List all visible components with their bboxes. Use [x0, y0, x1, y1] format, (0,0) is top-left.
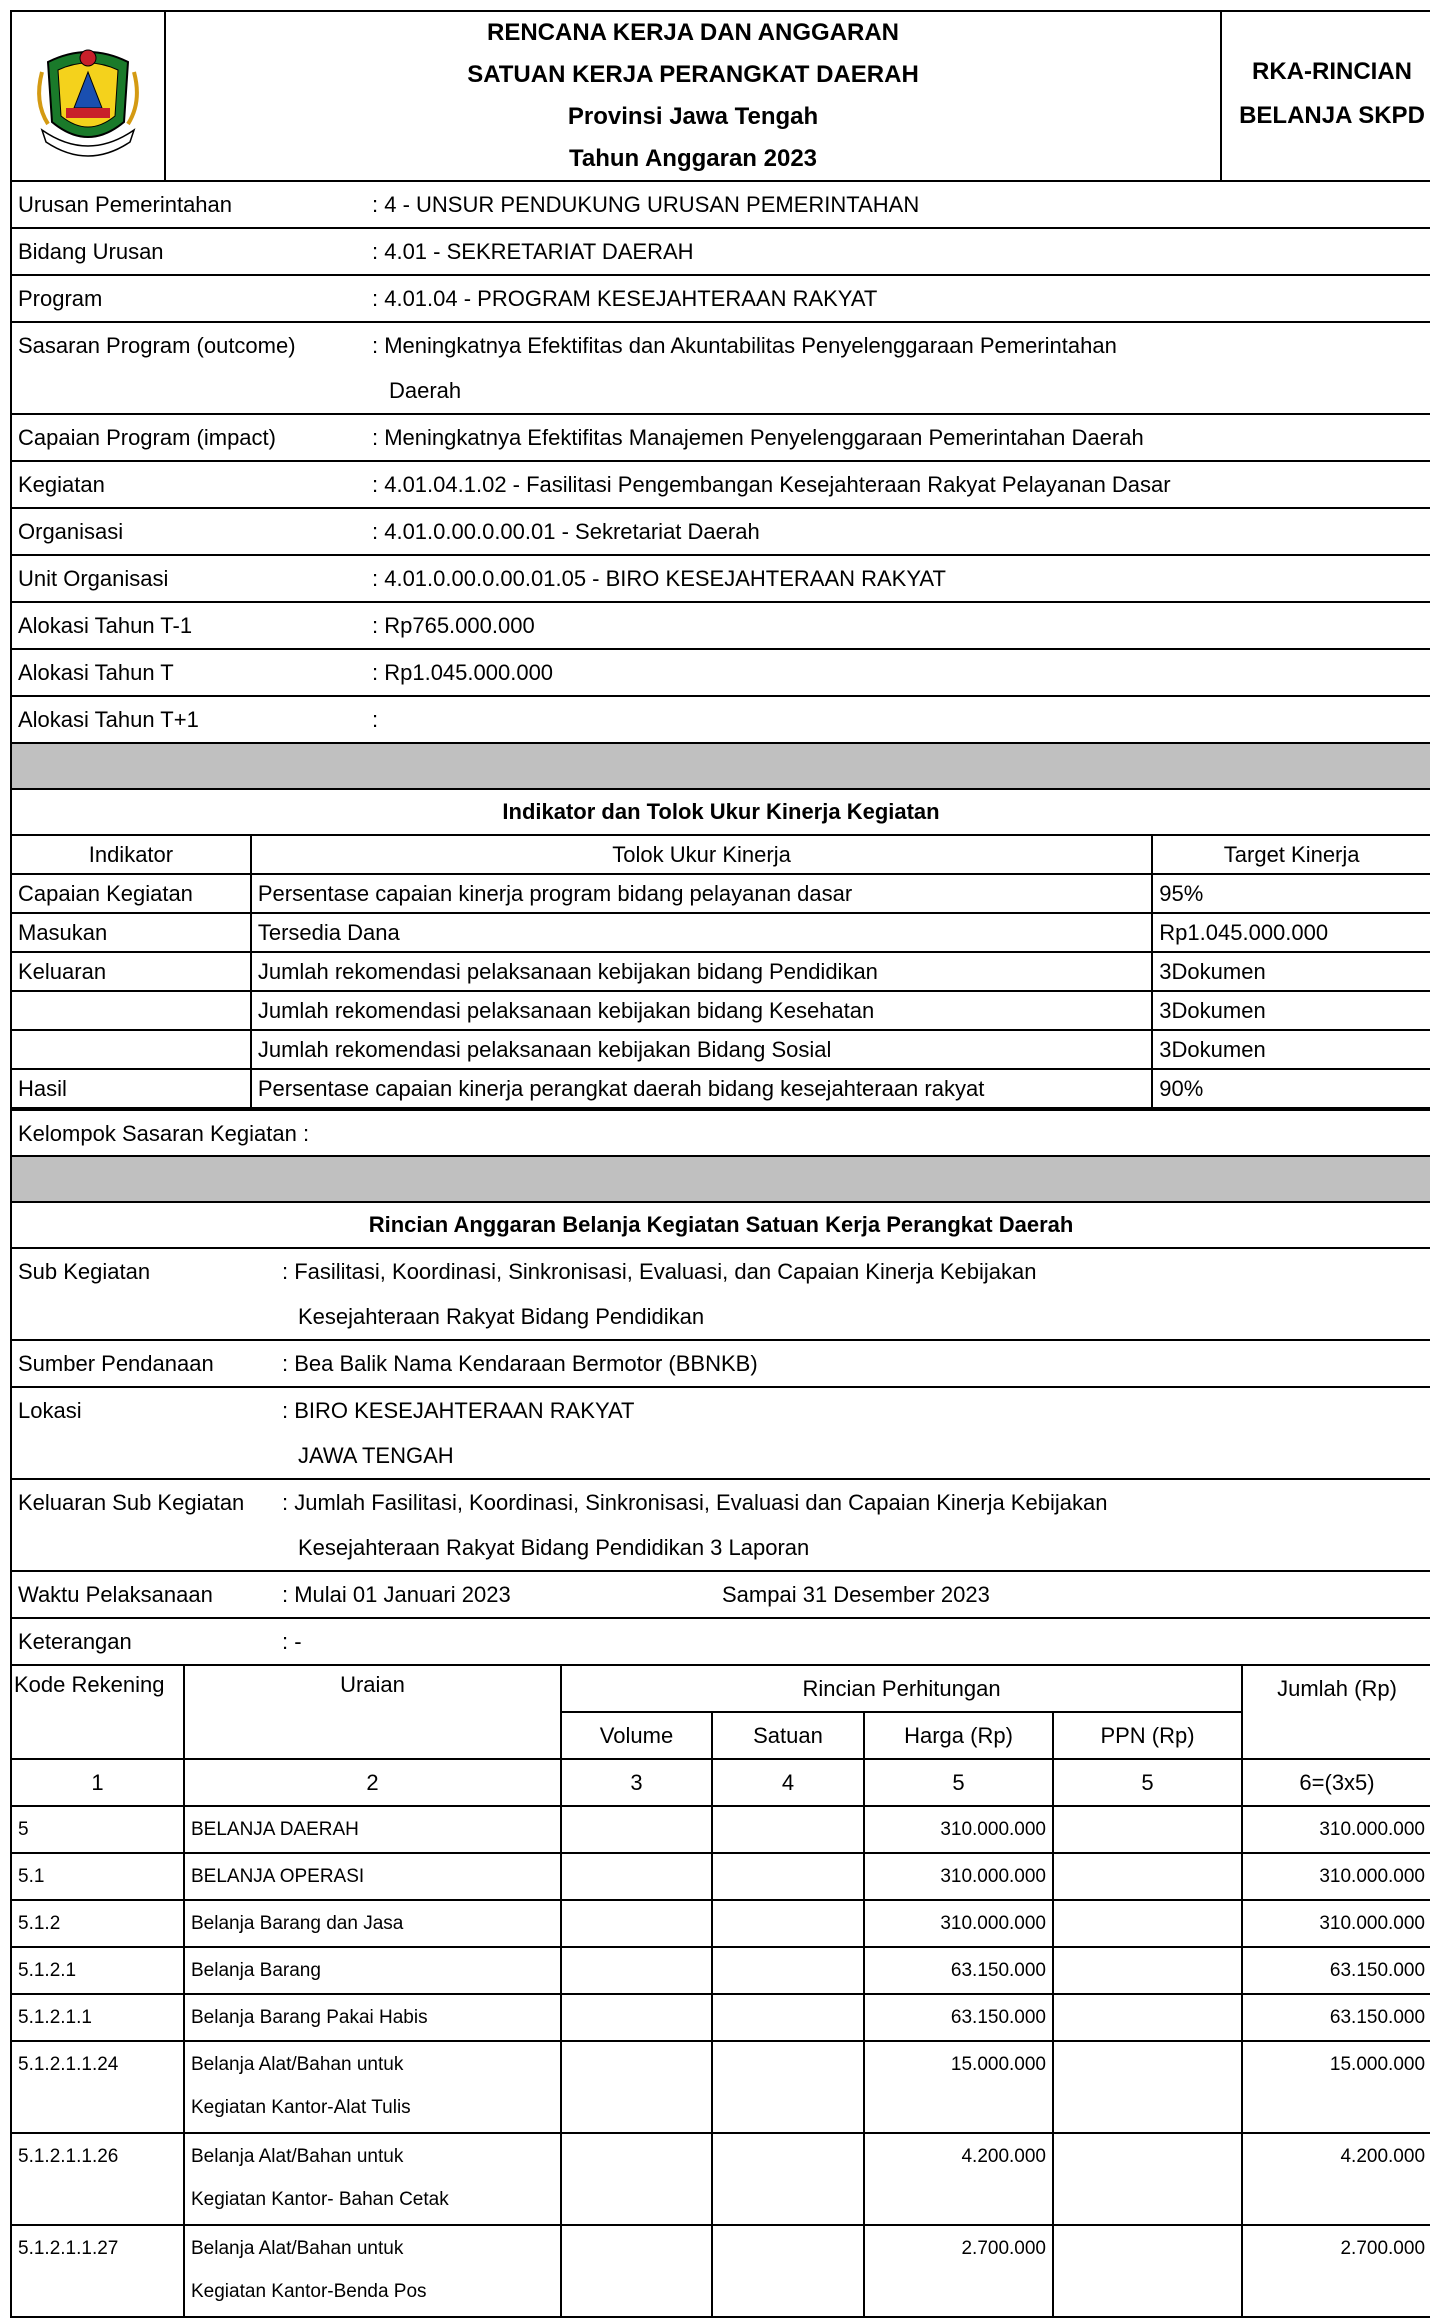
harga-text: 2.700.000 [961, 2238, 1046, 2259]
provincial-crest-icon [12, 12, 164, 180]
volume-cell [561, 1853, 712, 1900]
keluaran-row [10, 1480, 1430, 1572]
budget-row [11, 2041, 1430, 2133]
waktu-mulai: : Mulai 01 Januari 2023 [282, 1582, 511, 1607]
jumlah-header: Jumlah (Rp) [1242, 1665, 1430, 1712]
rincian-title: Rincian Anggaran Belanja Kegiatan Satuan Kerja Perangkat Daerah [10, 1203, 1430, 1249]
info-label: Kegiatan [18, 472, 105, 497]
uraian-cell [184, 2133, 561, 2225]
kode-header: Kode Rekening [11, 1665, 184, 1759]
jumlah-text: 15.000.000 [1329, 2054, 1426, 2075]
volume-cell [561, 2225, 712, 2317]
kode-cell: 5.1 [11, 1853, 184, 1900]
info-row [10, 182, 1430, 229]
rincian-header: Rincian Perhitungan [561, 1665, 1242, 1712]
uraian-cell: Belanja Barang dan Jasa [184, 1900, 561, 1947]
sub-kegiatan-label: Sub Kegiatan [18, 1259, 151, 1284]
volume-cell [561, 1900, 712, 1947]
column-header: Target Kinerja [1152, 836, 1430, 874]
harga-cell: 63.150.000 [864, 1994, 1053, 2041]
column-number: 1 [11, 1759, 184, 1806]
info-value: : 4 - UNSUR PENDUKUNG URUSAN PEMERINTAHAN [372, 192, 920, 217]
document-header [10, 10, 1430, 182]
title-line-2: SATUAN KERJA PERANGKAT DAERAH [467, 61, 919, 88]
column-number: 3 [561, 1759, 712, 1806]
harga-cell: 310.000.000 [864, 1806, 1053, 1853]
budget-row [11, 1806, 1430, 1853]
grey-divider [10, 744, 1430, 790]
satuan-cell [712, 1853, 864, 1900]
info-row [10, 509, 1430, 556]
uraian-line-2: Kegiatan Kantor- Bahan Cetak [191, 2189, 449, 2210]
harga-cell: 310.000.000 [864, 1853, 1053, 1900]
kode-cell [11, 2133, 184, 2225]
lokasi-row [10, 1388, 1430, 1480]
info-row [10, 462, 1430, 509]
info-label: Urusan Pemerintahan [18, 192, 233, 217]
sub-kegiatan-row [10, 1249, 1430, 1341]
indikator-header-row [11, 836, 1430, 874]
sub-kegiatan-value: : Fasilitasi, Koordinasi, Sinkronisasi, Evaluasi, dan Capaian Kinerja Kebijakan [282, 1259, 1037, 1284]
indikator-cell: Capaian Kegiatan [11, 874, 251, 913]
indikator-title: Indikator dan Tolok Ukur Kinerja Kegiatan [10, 790, 1430, 836]
ppn-header: PPN (Rp) [1053, 1712, 1242, 1759]
info-row [10, 415, 1430, 462]
tolok-cell: Jumlah rekomendasi pelaksanaan kebijakan bidang Pendidikan [251, 952, 1152, 991]
info-label: Program [18, 286, 103, 311]
budget-row [11, 2133, 1430, 2225]
budget-row [11, 1947, 1430, 1994]
sumber-value: : Bea Balik Nama Kendaraan Bermotor (BBNKB) [282, 1351, 758, 1376]
keterangan-label: Keterangan [18, 1629, 132, 1654]
column-number: 5 [864, 1759, 1053, 1806]
table-row [11, 991, 1430, 1030]
budget-row [11, 1994, 1430, 2041]
info-label: Capaian Program (impact) [18, 425, 276, 450]
target-cell: 95% [1152, 874, 1430, 913]
info-value: : Meningkatnya Efektifitas Manajemen Penyelenggaraan Pemerintahan Daerah [372, 425, 1144, 450]
uraian-line-1: Belanja Alat/Bahan untuk [191, 2238, 404, 2259]
keluaran-value-continued: Kesejahteraan Rakyat Bidang Pendidikan 3 Laporan [298, 1535, 810, 1560]
kode-cell: 5.1.2.1.1 [11, 1994, 184, 2041]
keterangan-value: : - [282, 1629, 302, 1654]
kode-cell [11, 2041, 184, 2133]
satuan-cell [712, 2041, 864, 2133]
tolok-cell: Tersedia Dana [251, 913, 1152, 952]
ppn-cell [1053, 1947, 1242, 1994]
satuan-cell [712, 2225, 864, 2317]
target-cell: 3Dokumen [1152, 1030, 1430, 1069]
info-row [10, 229, 1430, 276]
logo-cell [12, 12, 166, 180]
ppn-cell [1053, 1853, 1242, 1900]
tolok-cell: Jumlah rekomendasi pelaksanaan kebijakan bidang Kesehatan [251, 991, 1152, 1030]
budget-header-row [11, 1665, 1430, 1712]
waktu-label: Waktu Pelaksanaan [18, 1582, 213, 1607]
uraian-cell: BELANJA OPERASI [184, 1853, 561, 1900]
table-row [11, 1030, 1430, 1069]
volume-cell [561, 2133, 712, 2225]
table-row [11, 1069, 1430, 1108]
kode-cell: 5 [11, 1806, 184, 1853]
info-row [10, 276, 1430, 323]
info-label: Sasaran Program (outcome) [18, 333, 296, 358]
info-label: Alokasi Tahun T+1 [18, 707, 199, 732]
kelompok-label: Kelompok Sasaran Kegiatan : [18, 1121, 310, 1146]
table-row [11, 952, 1430, 991]
indikator-cell: Masukan [11, 913, 251, 952]
jumlah-cell: 63.150.000 [1242, 1947, 1430, 1994]
satuan-cell [712, 2133, 864, 2225]
kode-text: 5.1.2.1.1.27 [18, 2238, 119, 2259]
info-row [10, 697, 1430, 744]
info-label: Alokasi Tahun T [18, 660, 174, 685]
sumber-label: Sumber Pendanaan [18, 1351, 214, 1376]
satuan-cell [712, 1994, 864, 2041]
info-label: Bidang Urusan [18, 239, 164, 264]
indikator-cell: Keluaran [11, 952, 251, 991]
info-value: : Rp765.000.000 [372, 613, 535, 638]
jumlah-cell: 310.000.000 [1242, 1806, 1430, 1853]
lokasi-value-continued: JAWA TENGAH [298, 1443, 454, 1468]
jumlah-cell [1242, 2225, 1430, 2317]
info-value: : 4.01.0.00.0.00.01 - Sekretariat Daerah [372, 519, 760, 544]
table-row [11, 874, 1430, 913]
satuan-cell [712, 1947, 864, 1994]
lokasi-value: : BIRO KESEJAHTERAAN RAKYAT [282, 1398, 635, 1423]
info-value: : 4.01.04 - PROGRAM KESEJAHTERAAN RAKYAT [372, 286, 878, 311]
jumlah-cell [1242, 2133, 1430, 2225]
kode-cell [11, 2225, 184, 2317]
column-number-row [11, 1759, 1430, 1806]
info-value: : 4.01 - SEKRETARIAT DAERAH [372, 239, 694, 264]
uraian-line-1: Belanja Alat/Bahan untuk [191, 2054, 404, 2075]
info-label: Organisasi [18, 519, 124, 544]
budget-table [10, 1664, 1430, 2318]
uraian-line-2: Kegiatan Kantor-Benda Pos [191, 2281, 427, 2302]
title-line-3: Provinsi Jawa Tengah [567, 103, 819, 130]
harga-cell [864, 2133, 1053, 2225]
harga-text: 15.000.000 [950, 2054, 1046, 2075]
uraian-line-1: Belanja Alat/Bahan untuk [191, 2146, 404, 2167]
harga-cell: 63.150.000 [864, 1947, 1053, 1994]
jumlah-subheader [1242, 1712, 1430, 1759]
indikator-cell [11, 991, 251, 1030]
kode-cell: 5.1.2 [11, 1900, 184, 1947]
code-line-1: RKA-RINCIAN [1252, 58, 1412, 85]
jumlah-cell: 310.000.000 [1242, 1853, 1430, 1900]
rka-document [10, 10, 1430, 2318]
info-label: Unit Organisasi [18, 566, 169, 591]
uraian-header: Uraian [184, 1665, 561, 1759]
target-cell: 3Dokumen [1152, 991, 1430, 1030]
ppn-cell [1053, 2225, 1242, 2317]
uraian-cell: Belanja Barang Pakai Habis [184, 1994, 561, 2041]
column-number: 6=(3x5) [1242, 1759, 1430, 1806]
kode-text: 5.1.2.1.1.26 [18, 2146, 119, 2167]
info-section [10, 182, 1430, 744]
info-value: : [372, 707, 379, 732]
target-cell: 3Dokumen [1152, 952, 1430, 991]
column-number: 2 [184, 1759, 561, 1806]
title-line-4: Tahun Anggaran 2023 [568, 145, 818, 172]
uraian-cell [184, 2225, 561, 2317]
indikator-table [10, 836, 1430, 1109]
waktu-sampai: Sampai 31 Desember 2023 [722, 1582, 990, 1607]
budget-row [11, 1900, 1430, 1947]
ppn-cell [1053, 2133, 1242, 2225]
document-title [166, 12, 1222, 180]
sub-kegiatan-value-continued: Kesejahteraan Rakyat Bidang Pendidikan [298, 1304, 705, 1329]
kelompok-row [10, 1109, 1430, 1157]
ppn-cell [1053, 1900, 1242, 1947]
kode-text: 5.1.2.1.1.24 [18, 2054, 119, 2075]
info-row [10, 650, 1430, 697]
grey-divider [10, 1157, 1430, 1203]
satuan-cell [712, 1806, 864, 1853]
info-value: : Rp1.045.000.000 [372, 660, 554, 685]
tolok-cell: Jumlah rekomendasi pelaksanaan kebijakan Bidang Sosial [251, 1030, 1152, 1069]
sumber-row [10, 1341, 1430, 1388]
uraian-cell [184, 2041, 561, 2133]
satuan-cell [712, 1900, 864, 1947]
target-cell: Rp1.045.000.000 [1152, 913, 1430, 952]
document-code [1222, 12, 1430, 180]
ppn-cell [1053, 2041, 1242, 2133]
waktu-row [10, 1572, 1430, 1619]
uraian-cell: BELANJA DAERAH [184, 1806, 561, 1853]
harga-header: Harga (Rp) [864, 1712, 1053, 1759]
info-row [10, 323, 1430, 415]
volume-cell [561, 1947, 712, 1994]
harga-cell [864, 2225, 1053, 2317]
volume-cell [561, 2041, 712, 2133]
jumlah-text: 2.700.000 [1340, 2238, 1426, 2259]
budget-row [11, 1853, 1430, 1900]
ppn-cell [1053, 1994, 1242, 2041]
harga-cell: 310.000.000 [864, 1900, 1053, 1947]
indikator-cell: Hasil [11, 1069, 251, 1108]
harga-cell [864, 2041, 1053, 2133]
jumlah-cell: 63.150.000 [1242, 1994, 1430, 2041]
budget-row [11, 2225, 1430, 2317]
keluaran-label: Keluaran Sub Kegiatan [18, 1490, 245, 1515]
indikator-cell [11, 1030, 251, 1069]
volume-header: Volume [561, 1712, 712, 1759]
column-number: 5 [1053, 1759, 1242, 1806]
code-line-2: BELANJA SKPD [1239, 102, 1425, 129]
info-value: : 4.01.0.00.0.00.01.05 - BIRO KESEJAHTERAAN RAKYAT [372, 566, 946, 591]
column-header: Tolok Ukur Kinerja [251, 836, 1152, 874]
jumlah-cell [1242, 2041, 1430, 2133]
tolok-cell: Persentase capaian kinerja program bidang pelayanan dasar [251, 874, 1152, 913]
jumlah-cell: 310.000.000 [1242, 1900, 1430, 1947]
keterangan-row [10, 1619, 1430, 1664]
harga-text: 4.200.000 [961, 2146, 1046, 2167]
volume-cell [561, 1994, 712, 2041]
table-row [11, 913, 1430, 952]
column-number: 4 [712, 1759, 864, 1806]
target-cell: 90% [1152, 1069, 1430, 1108]
tolok-cell: Persentase capaian kinerja perangkat daerah bidang kesejahteraan rakyat [251, 1069, 1152, 1108]
keluaran-value: : Jumlah Fasilitasi, Koordinasi, Sinkronisasi, Evaluasi dan Capaian Kinerja Kebijakan [282, 1490, 1108, 1515]
title-line-1: RENCANA KERJA DAN ANGGARAN [486, 19, 899, 46]
info-label: Alokasi Tahun T-1 [18, 613, 193, 638]
info-value: : 4.01.04.1.02 - Fasilitasi Pengembangan Kesejahteraan Rakyat Pelayanan Dasar [372, 472, 1171, 497]
ppn-cell [1053, 1806, 1242, 1853]
info-row [10, 556, 1430, 603]
column-header: Indikator [11, 836, 251, 874]
uraian-line-2: Kegiatan Kantor-Alat Tulis [191, 2097, 411, 2118]
lokasi-label: Lokasi [18, 1398, 82, 1423]
uraian-cell: Belanja Barang [184, 1947, 561, 1994]
info-row [10, 603, 1430, 650]
volume-cell [561, 1806, 712, 1853]
jumlah-text: 4.200.000 [1340, 2146, 1426, 2167]
satuan-header: Satuan [712, 1712, 864, 1759]
info-value: : Meningkatnya Efektifitas dan Akuntabilitas Penyelenggaraan Pemerintahan [372, 333, 1117, 358]
kode-cell: 5.1.2.1 [11, 1947, 184, 1994]
info-value-continued: Daerah [389, 378, 462, 403]
